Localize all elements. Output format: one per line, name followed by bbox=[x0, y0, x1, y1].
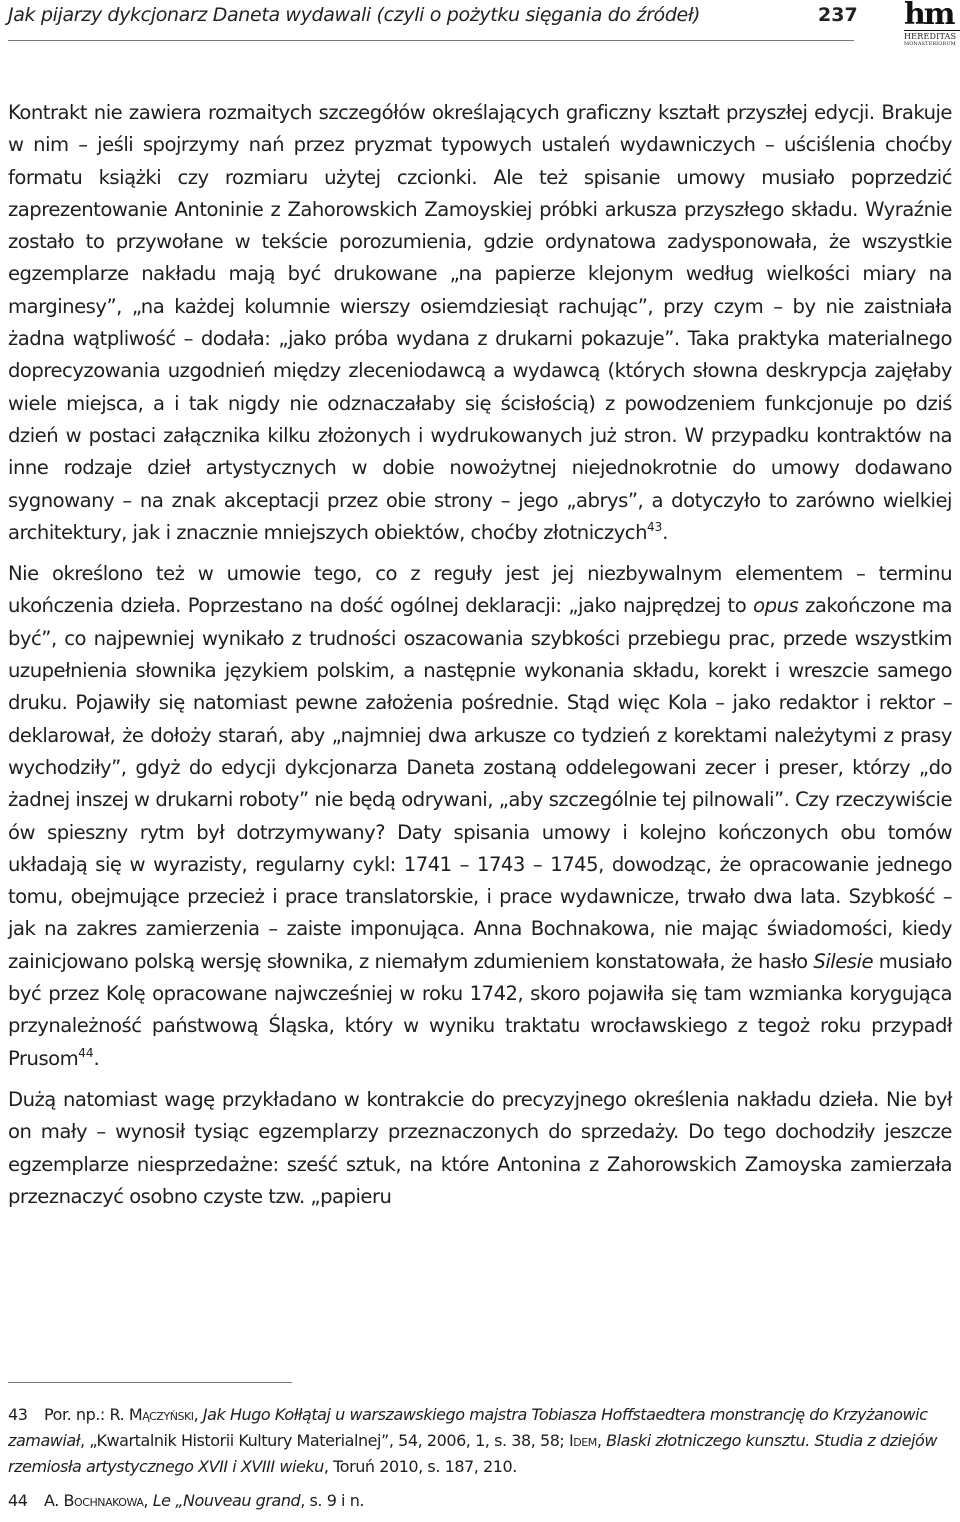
page-number: 237 bbox=[818, 4, 858, 26]
footnote-text: , „Kwartalnik Historii Kultury Materialnej”, 54, 2006, 1, s. 38, 58; bbox=[79, 1431, 569, 1450]
footnote-ref-44[interactable]: 44 bbox=[78, 1045, 94, 1060]
footnote-ref-43[interactable]: 43 bbox=[647, 519, 663, 534]
footnote-text: , Toruń 2010, s. 187, 210. bbox=[323, 1457, 517, 1476]
footnote-text: A. bbox=[44, 1491, 64, 1510]
publisher-logo bbox=[904, 2, 960, 47]
footnote-separator bbox=[8, 1382, 292, 1383]
footnote-text: , bbox=[596, 1431, 607, 1450]
footnote-text: , bbox=[143, 1491, 153, 1510]
footnote-text: , s. 9 i n. bbox=[300, 1491, 365, 1510]
footnote-44 bbox=[8, 1488, 954, 1514]
footnote-number: 44 bbox=[8, 1491, 28, 1510]
footnote-idem: Idem bbox=[569, 1431, 597, 1450]
footnote-title: Blaski złotniczego kunsztu. Studia z dziejów rzemiosła artystycznego XVII i XVIII wieku bbox=[8, 1431, 937, 1476]
footnote-text: , bbox=[193, 1405, 203, 1424]
paragraph-2-text-a: Nie określono też w umowie tego, co z reguły jest jej niezbywalnym elementem – terminu ukończenia dzieła. Poprzestano na dość ogólnej deklaracji: „jako najprędzej to bbox=[8, 562, 952, 618]
paragraph-2-text-b: zakończone ma być”, co najpewniej wynikało z trudności oszacowania szybkości przebiegu prac, przede wszystkim uzupełnienia słownika językiem polskim, a następnie wykonania składu, korekt i wreszcie samego druku. Pojawiły się natomiast pewne założenia pośrednie. Stąd więc Kola – jako redaktor i rektor – deklarował, że dołoży starań, aby „najmniej dwa arkusze co tydzień z korektami należytymi z prasy wychodziły”, gdyż do edycji dykcjonarza Daneta zostaną oddelegowani zecer i preser, którzy „do żadnej inszej w drukarni roboty” nie będą odrywani, „aby szczególnie tej pilnowali”. Czy rzeczywiście ów spieszny rytm był dotrzymywany? Daty spisania umowy i kolejno kończonych obu tomów układają się w wyrazisty, regularny cykl: 1741 – 1743 – 1745, dowodząc, że opracowanie jednego tomu, obejmujące przecież i prace translatorskie, i prace wydawnicze, trwało dwa lata. Szybkość – jak na zakres zamierzenia – zaiste imponująca. Anna Bochnakowa, nie mając świadomości, kiedy zainicjowano polską wersję słownika, z niemałym zdumieniem konstatowała, że hasło bbox=[8, 594, 952, 973]
running-title: Jak pijarzy dykcjonarz Daneta wydawali (czyli o pożytku sięgania do źródeł) bbox=[8, 4, 701, 26]
paragraph-1-text: Kontrakt nie zawiera rozmaitych szczegółów określających graficzny kształt przyszłej edycji. Brakuje w nim – jeśli spojrzymy nań przez pryzmat typowych ustaleń wydawniczych – uściślenia choćby formatu książki czy rozmiaru użytej czcionki. Ale też spisanie umowy musiało poprzedzić zaprezentowanie Antoninie z Zahorowskich Zamoyskiej próbki arkusza przyszłego składu. Wyraźnie zostało to przywołane w tekście porozumienia, gdzie ordynatowa zadysponowała, że wszystkie egzemplarze nakładu mają być drukowane „na papierze klejonym według wielkości miary na marginesy”, „na każdej kolumnie wierszy osiemdziesiąt rachując”, przy czym – by nie zaistniała żadna wątpliwość – dodała: „jako próba wydana z drukarni pokazuje”. Taka praktyka materialnego doprecyzowania uzgodnień między zleceniodawcą a wydawcą (których słowna deskrypcja zajęłaby wiele miejsca, a i tak nigdy nie odznaczałaby się ścisłością) z powodzeniem funkcjonuje po dziś dzień w postaci załącznika kilku złożonych i wydrukowanych już stron. W przypadku kontraktów na inne rodzaje dzieł artystycznych w dobie nowożytnej niejednokrotnie do umowy dodawano sygnowany – na znak akceptacji przez obie strony – jego „abrys”, a dotyczyło to zarówno wielkiej architektury, jak i znacznie mniejszych obiektów, choćby złotniczych bbox=[8, 101, 952, 544]
term-opus: opus bbox=[753, 594, 799, 618]
footnote-title: Le „Nouveau grand bbox=[152, 1491, 301, 1510]
footnote-title: Jak Hugo Kołłątaj u warszawskiego majstra Tobiasza Hoffstaedtera monstrancję do Krzyżanowic zamawiał bbox=[8, 1405, 928, 1450]
footnote-author: Mączyński bbox=[128, 1405, 194, 1424]
paragraph-2-text-c: musiało być przez Kolę opracowane najwcześniej w roku 1742, skoro pojawiła się tam wzmianka korygująca przynależność państwową Śląska, który w wyniku traktatu wrocławskiego z tegoż roku przypadł Prusom bbox=[8, 949, 952, 1070]
logo-line-hereditas: HEREDITAS bbox=[904, 30, 960, 41]
article-body bbox=[8, 97, 952, 1222]
footnote-text: Por. np.: R. bbox=[44, 1405, 129, 1424]
logo-line-monasteriorum: MONASTERIORUM bbox=[904, 41, 956, 47]
footnote-43 bbox=[8, 1402, 954, 1480]
logo-mark: hm bbox=[904, 0, 954, 32]
footnote-number: 43 bbox=[8, 1405, 28, 1424]
paragraph-1: Kontrakt nie zawiera rozmaitych szczegółów określających graficzny kształt przyszłej edycji. Brakuje w nim – jeśli spojrzymy nań przez pryzmat typowych ustaleń wydawniczych – uściślenia choćby formatu książki czy rozmiaru użytej czcionki. Ale też spisanie umowy musiało poprzedzić zaprezentowanie Antoninie z Zahorowskich Zamoyskiej próbki arkusza przyszłego składu. Wyraźnie zostało to przywołane w tekście porozumienia, gdzie ordynatowa zadysponowała, że wszystkie egzemplarze nakładu mają być drukowane „na papierze klejonym według wielkości miary na marginesy”, „na każdej kolumnie wierszy osiemdziesiąt rachując”, przy czym – by nie zaistniała żadna wątpliwość – dodała: „jako próba wydana z drukarni pokazuje”. Taka praktyka materialnego doprecyzowania uzgodnień między zleceniodawcą a wydawcą (których słowna deskrypcja zajęłaby wiele miejsca, a i tak nigdy nie odznaczałaby się ścisłością) z powodzeniem funkcjonuje po dziś dzień w postaci załącznika kilku złożonych i wydrukowanych już stron. W przypadku kontraktów na inne rodzaje dzieł artystycznych w dobie nowożytnej niejednokrotnie do umowy dodawano sygnowany – na znak akceptacji przez obie strony – jego „abrys”, a dotyczyło to zarówno wielkiej architektury, jak i znacznie mniejszych obiektów, choćby złotniczych$^{43}$. bbox=[8, 101, 952, 544]
page-header bbox=[8, 0, 957, 50]
header-rule bbox=[8, 40, 854, 41]
footnote-author: Bochnakowa bbox=[63, 1491, 144, 1510]
paragraph-3 bbox=[8, 1084, 952, 1213]
paragraph-3-text: Dużą natomiast wagę przykładano w kontrakcie do precyzyjnego określenia nakładu dzieła. Nie był on mały – wynosił tysiąc egzemplarzy przeznaczonych do sprzedaży. Do tego dochodziły jeszcze egzemplarze niesprzedażne: sześć sztuk, na które Antonina z Zahorowskich Zamoyska zamierzała przeznaczyć osobno czyste tzw. „papieru bbox=[8, 1087, 952, 1208]
paragraph-2: Nie określono też w umowie tego, co z reguły jest jej niezbywalnym elementem – terminu ukończenia dzieła. Poprzestano na dość ogólnej deklaracji: „jako najprędzej to opus zakończone ma być”, co najpewniej wynikało z trudności oszacowania szybkości przebiegu prac, przede wszystkim uzupełnienia słownika językiem polskim, a następnie wykonania składu, korekt i wreszcie samego druku. Pojawiły się natomiast pewne założenia pośrednie. Stąd więc Kola – jako redaktor i rektor – deklarował, że dołoży starań, aby „najmniej dwa arkusze co tydzień z korektami należytymi z prasy wychodziły”, gdyż do edycji dykcjonarza Daneta zostaną oddelegowani zecer i preser, którzy „do żadnej inszej w drukarni roboty” nie będą odrywani, „aby szczególnie tej pilnowali”. Czy rzeczywiście ów spieszny rytm był dotrzymywany? Daty spisania umowy i kolejno kończonych obu tomów układają się w wyrazisty, regularny cykl: 1741 – 1743 – 1745, dowodząc, że opracowanie jednego tomu, obejmujące przecież i prace translatorskie, i prace wydawnicze, trwało dwa lata. Szybkość – jak na zakres zamierzenia – zaiste imponująca. Anna Bochnakowa, nie mając świadomości, kiedy zainicjowano polską wersję słownika, z niemałym zdumieniem konstatowała, że hasło Silesie musiało być przez Kolę opracowane najwcześniej w roku 1742, skoro pojawiła się tam wzmianka korygująca przynależność państwową Śląska, który w wyniku traktatu wrocławskiego z tegoż roku przypadł Prusom$^{44}$. bbox=[8, 562, 952, 1070]
term-silesie: Silesie bbox=[813, 949, 873, 973]
footnotes bbox=[8, 1402, 954, 1522]
